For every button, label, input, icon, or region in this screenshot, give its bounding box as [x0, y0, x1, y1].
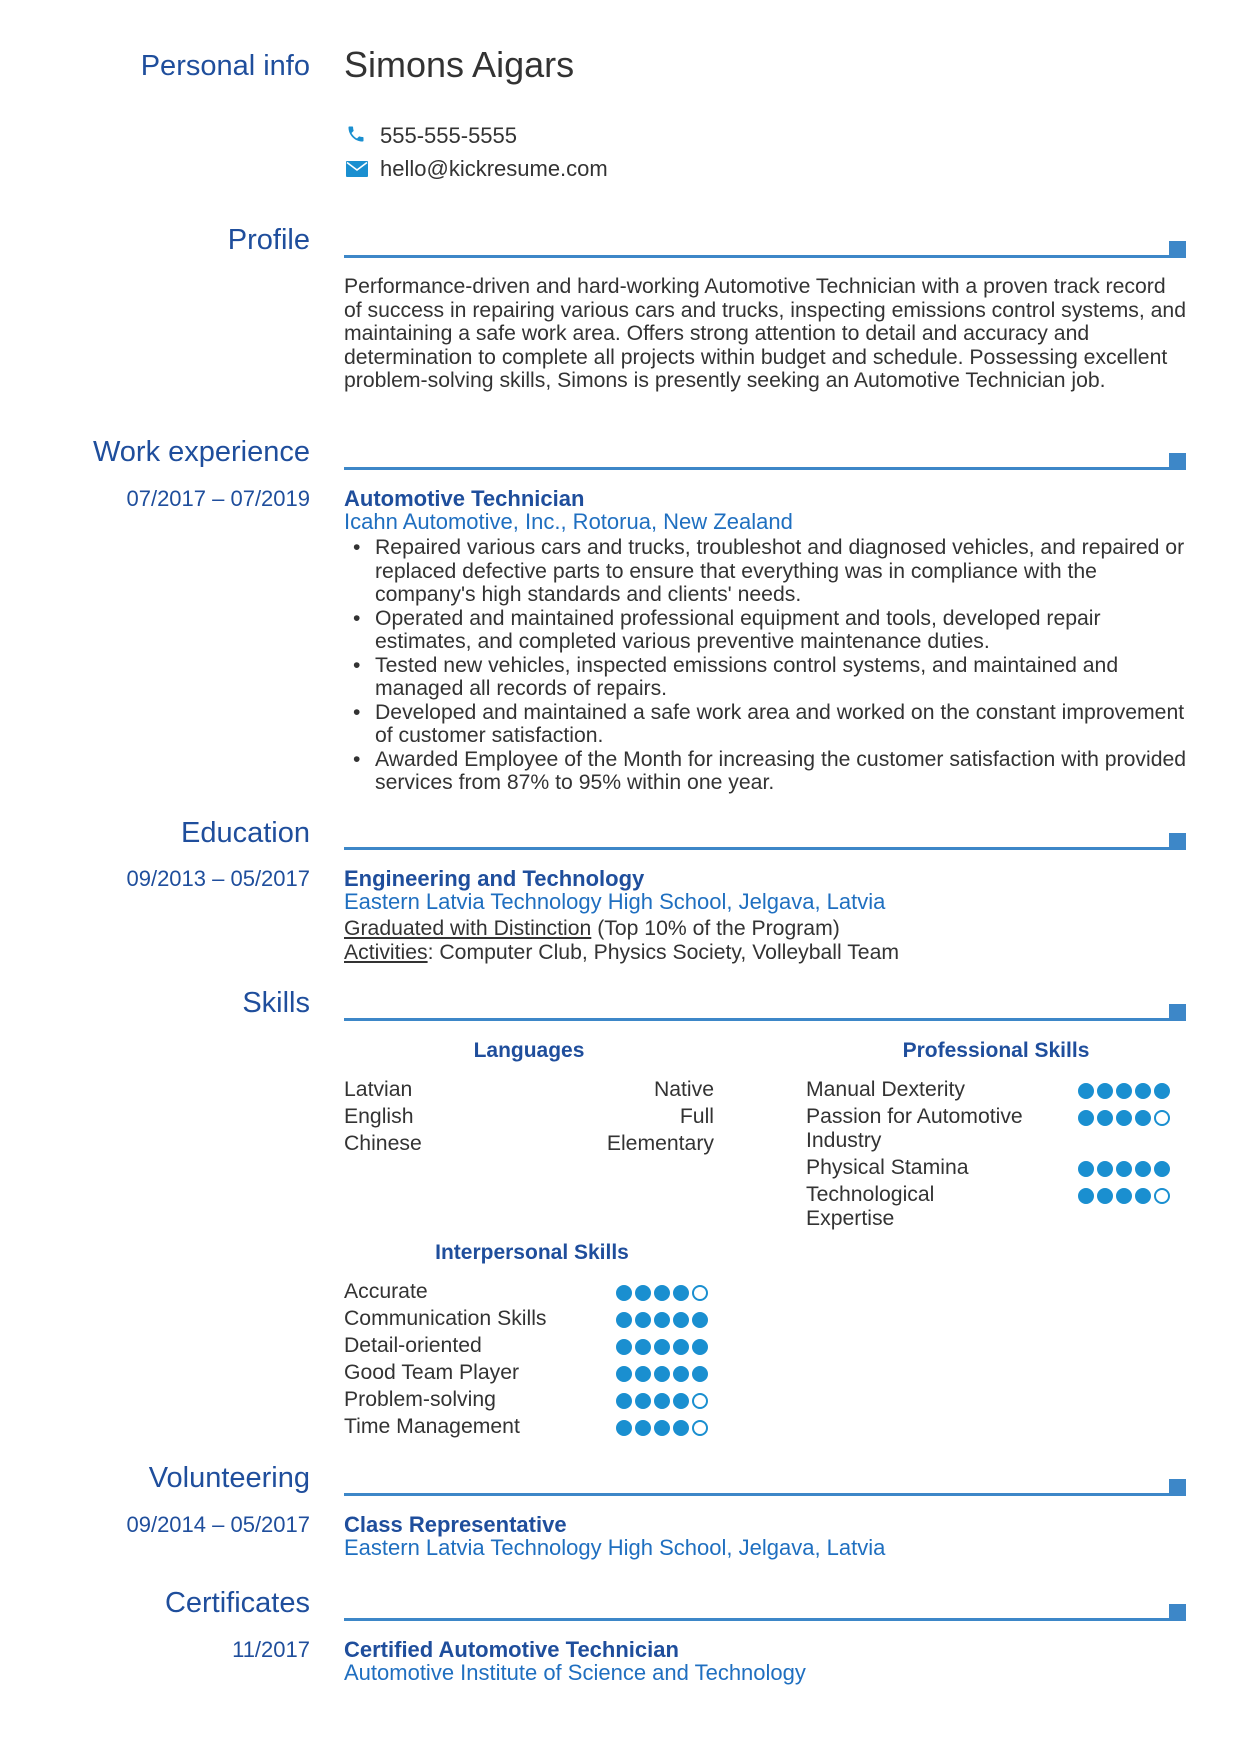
- skill-name: Detail-oriented: [344, 1334, 482, 1357]
- rating-dot-filled: [635, 1366, 651, 1382]
- volunteering-date-range: 09/2014 – 05/2017: [126, 1512, 310, 1537]
- rating-dot-filled: [1135, 1110, 1151, 1126]
- education-date-range: 09/2013 – 05/2017: [126, 866, 310, 891]
- skill-name: Passion for Automotive Industry: [806, 1105, 1023, 1152]
- personal-info-heading: Personal info: [140, 50, 310, 82]
- skills-divider: [344, 1018, 1186, 1021]
- rating-dot-filled: [1097, 1188, 1113, 1204]
- professional-skills-heading: Professional Skills: [902, 1039, 1090, 1062]
- rating-dot-empty: [692, 1393, 708, 1409]
- volunteering-heading: Volunteering: [148, 1462, 310, 1494]
- certificate-issuer: Automotive Institute of Science and Technology: [344, 1660, 806, 1685]
- rating-dot-filled: [616, 1312, 632, 1328]
- rating-dot-empty: [692, 1420, 708, 1436]
- work-responsibilities: [344, 536, 1189, 795]
- activities-label: Activities: [344, 941, 428, 964]
- skill-name: Manual Dexterity: [806, 1078, 965, 1101]
- work-job-title: Automotive Technician: [344, 486, 585, 511]
- volunteering-role: Class Representative: [344, 1512, 567, 1537]
- envelope-icon: [346, 161, 368, 177]
- skill-rating: [616, 1366, 708, 1382]
- rating-dot-filled: [673, 1420, 689, 1436]
- language-name: English: [344, 1105, 414, 1128]
- rating-dot-filled: [654, 1285, 670, 1301]
- rating-dot-filled: [692, 1339, 708, 1355]
- skill-name: Technological Expertise: [806, 1183, 935, 1230]
- skill-rating: [616, 1339, 708, 1355]
- rating-dot-filled: [1116, 1110, 1132, 1126]
- skill-name: Time Management: [344, 1415, 520, 1438]
- rating-dot-filled: [635, 1285, 651, 1301]
- rating-dot-filled: [1078, 1083, 1094, 1099]
- skill-rating: [1078, 1083, 1170, 1099]
- skill-name: Good Team Player: [344, 1361, 520, 1384]
- rating-dot-filled: [1078, 1188, 1094, 1204]
- rating-dot-filled: [1116, 1188, 1132, 1204]
- rating-dot-filled: [1097, 1161, 1113, 1177]
- work-experience-heading: Work experience: [92, 436, 310, 468]
- rating-dot-filled: [616, 1366, 632, 1382]
- rating-dot-filled: [635, 1393, 651, 1409]
- language-level: Elementary: [606, 1132, 714, 1155]
- rating-dot-filled: [673, 1285, 689, 1301]
- rating-dot-filled: [1078, 1110, 1094, 1126]
- rating-dot-filled: [654, 1366, 670, 1382]
- language-name: Latvian: [344, 1078, 413, 1101]
- skill-name: Physical Stamina: [806, 1156, 969, 1179]
- candidate-name: Simons Aigars: [344, 44, 575, 85]
- rating-dot-filled: [616, 1339, 632, 1355]
- work-date-range: 07/2017 – 07/2019: [126, 486, 310, 511]
- rating-dot-filled: [692, 1312, 708, 1328]
- profile-heading: Profile: [227, 224, 310, 256]
- rating-dot-filled: [616, 1420, 632, 1436]
- list-item: • Operated and maintained professional equipment and tools, developed repair estimates, and completed various preventive maintenance duties.: [344, 607, 1189, 654]
- rating-dot-filled: [616, 1393, 632, 1409]
- rating-dot-filled: [692, 1366, 708, 1382]
- rating-dot-empty: [1154, 1110, 1170, 1126]
- skill-name: Accurate: [344, 1280, 428, 1303]
- phone-number: 555-555-5555: [380, 123, 518, 148]
- skill-name: Problem-solving: [344, 1388, 496, 1411]
- rating-dot-filled: [673, 1366, 689, 1382]
- skill-rating: [1078, 1188, 1170, 1204]
- certificates-divider: [344, 1618, 1186, 1621]
- rating-dot-empty: [692, 1285, 708, 1301]
- list-item: • Repaired various cars and trucks, troubleshot and diagnosed vehicles, and repaired or replaced defective parts to ensure that everything was in compliance with the company's high standards and clients' needs.: [344, 536, 1189, 607]
- volunteering-divider: [344, 1493, 1186, 1496]
- profile-summary: Performance-driven and hard-working Automotive Technician with a proven track record of success in repairing various cars and trucks, inspecting emissions control systems, and maintaining a safe work area. Offers strong attention to detail and accuracy and determination to complete all projects within budget and schedule. Possessing excellent problem-solving skills, Simons is presently seeking an Automotive Technician job.: [344, 275, 1186, 392]
- skill-name: Communication Skills: [344, 1307, 547, 1330]
- rating-dot-filled: [635, 1420, 651, 1436]
- education-divider: [344, 847, 1186, 850]
- rating-dot-filled: [1135, 1161, 1151, 1177]
- distinction-label: Graduated with Distinction: [344, 917, 592, 940]
- rating-dot-filled: [1135, 1083, 1151, 1099]
- skill-rating: [616, 1312, 708, 1328]
- phone-icon: [346, 124, 366, 144]
- rating-dot-filled: [1135, 1188, 1151, 1204]
- rating-dot-empty: [1154, 1188, 1170, 1204]
- list-item: • Awarded Employee of the Month for increasing the customer satisfaction with provided services from 87% to 95% within one year.: [344, 748, 1189, 795]
- skill-rating: [616, 1420, 708, 1436]
- skill-rating: [616, 1393, 708, 1409]
- rating-dot-filled: [673, 1312, 689, 1328]
- activities-detail: : Computer Club, Physics Society, Volleyball Team: [427, 941, 900, 964]
- rating-dot-filled: [673, 1339, 689, 1355]
- rating-dot-filled: [1154, 1161, 1170, 1177]
- rating-dot-filled: [1116, 1161, 1132, 1177]
- education-degree: Engineering and Technology: [344, 866, 645, 891]
- education-activities: [344, 941, 899, 965]
- languages-heading: Languages: [473, 1039, 585, 1062]
- rating-dot-filled: [654, 1339, 670, 1355]
- rating-dot-filled: [1154, 1083, 1170, 1099]
- rating-dot-filled: [673, 1393, 689, 1409]
- rating-dot-filled: [1097, 1083, 1113, 1099]
- skill-rating: [1078, 1161, 1170, 1177]
- education-heading: Education: [181, 817, 310, 849]
- rating-dot-filled: [635, 1339, 651, 1355]
- volunteering-organization: Eastern Latvia Technology High School, Jelgava, Latvia: [344, 1535, 886, 1560]
- rating-dot-filled: [1116, 1083, 1132, 1099]
- education-school: Eastern Latvia Technology High School, Jelgava, Latvia: [344, 889, 886, 914]
- language-level: Full: [679, 1105, 714, 1128]
- interpersonal-skills-heading: Interpersonal Skills: [435, 1241, 629, 1264]
- list-item: • Developed and maintained a safe work area and worked on the constant improvement of customer satisfaction.: [344, 701, 1189, 748]
- skill-rating: [1078, 1110, 1170, 1126]
- rating-dot-filled: [654, 1312, 670, 1328]
- rating-dot-filled: [616, 1285, 632, 1301]
- rating-dot-filled: [635, 1312, 651, 1328]
- language-name: Chinese: [344, 1132, 422, 1155]
- certificate-title: Certified Automotive Technician: [344, 1637, 679, 1662]
- language-level: Native: [653, 1078, 714, 1101]
- rating-dot-filled: [1078, 1161, 1094, 1177]
- list-item: • Tested new vehicles, inspected emissions control systems, and maintained and managed all records of repairs.: [344, 654, 1189, 701]
- certificate-date: 11/2017: [232, 1637, 310, 1662]
- work-company: Icahn Automotive, Inc., Rotorua, New Zealand: [344, 509, 793, 534]
- distinction-detail: (Top 10% of the Program): [591, 917, 840, 940]
- work-experience-divider: [344, 467, 1186, 470]
- education-distinction: [344, 917, 840, 941]
- rating-dot-filled: [1097, 1110, 1113, 1126]
- email-address[interactable]: hello@kickresume.com: [380, 156, 608, 181]
- rating-dot-filled: [654, 1420, 670, 1436]
- rating-dot-filled: [654, 1393, 670, 1409]
- skill-rating: [616, 1285, 708, 1301]
- skills-heading: Skills: [242, 987, 310, 1019]
- profile-divider: [344, 255, 1186, 258]
- certificates-heading: Certificates: [164, 1587, 310, 1619]
